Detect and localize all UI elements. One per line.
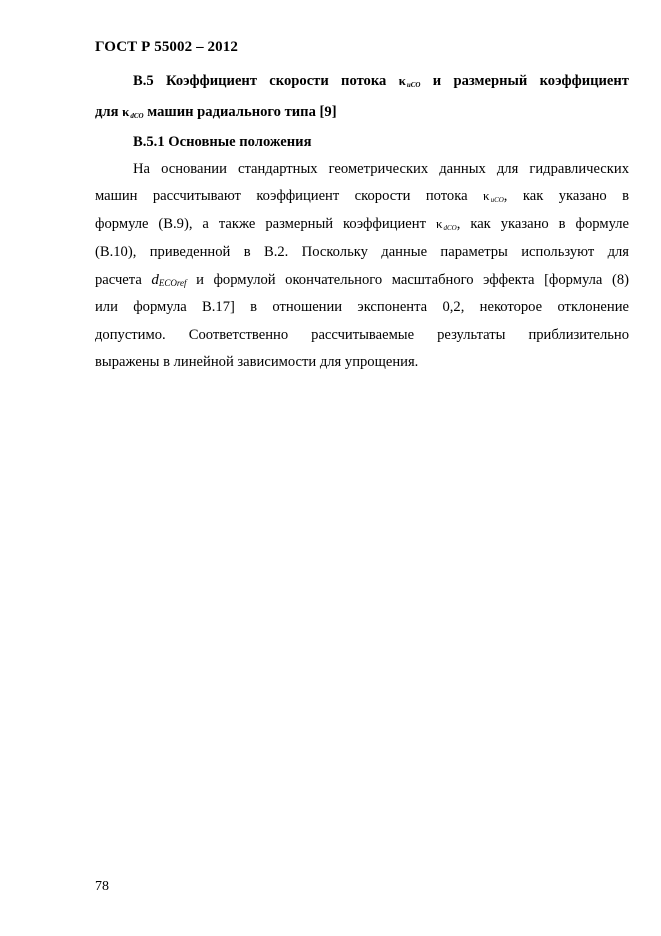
paragraph-line-8: выражены в линейной зависимости для упрощения. bbox=[95, 354, 419, 370]
paragraph-line-4: (В.10), приведенной в В.2. Поскольку данные параметры используют для bbox=[95, 244, 629, 260]
paragraph-line-2: машин рассчитывают коэффициент скорости потока $\kappa_{uCO}$, как указано в bbox=[95, 188, 630, 204]
kappa-uco-symbol: $\kappa_{uCO}$ bbox=[483, 188, 504, 204]
kappa-dco-symbol: $\kappa_{dCO}$ bbox=[122, 104, 144, 120]
paragraph-line-6: или формула В.17] в отношении экспонента 0,2, некоторое отклонение bbox=[95, 299, 629, 315]
paragraph-line-7: допустимо. Соответственно рассчитываемые результаты приблизительно bbox=[95, 327, 629, 343]
section-heading-text: машин радиального типа [9] bbox=[147, 104, 337, 120]
paragraph-line-3: формуле (В.9), а также размерный коэффициент $\kappa_{dCO}$, как указано в формуле bbox=[95, 216, 630, 232]
d-ecoref-symbol: dECOref bbox=[151, 272, 187, 288]
section-heading-text: и размерный коэффициент bbox=[432, 73, 629, 89]
section-heading-line-2 bbox=[95, 104, 629, 121]
subsection-heading: В.5.1 Основные положения bbox=[133, 134, 312, 150]
section-heading-line-1 bbox=[133, 73, 629, 90]
document-header: ГОСТ Р 55002 – 2012 bbox=[95, 39, 238, 55]
section-heading-text: для bbox=[95, 104, 119, 120]
section-heading-text: В.5 Коэффициент скорости потока bbox=[133, 73, 387, 89]
kappa-dco-symbol: $\kappa_{dCO}$ bbox=[435, 216, 457, 232]
paragraph-line-5: расчета dECOref и формулой окончательного масштабного эффекта [формула (8) bbox=[95, 272, 629, 288]
kappa-uco-symbol: $\kappa_{uCO}$ bbox=[398, 73, 421, 89]
paragraph-line-1: На основании стандартных геометрических данных для гидравлических bbox=[133, 161, 629, 177]
page-number: 78 bbox=[95, 879, 109, 894]
